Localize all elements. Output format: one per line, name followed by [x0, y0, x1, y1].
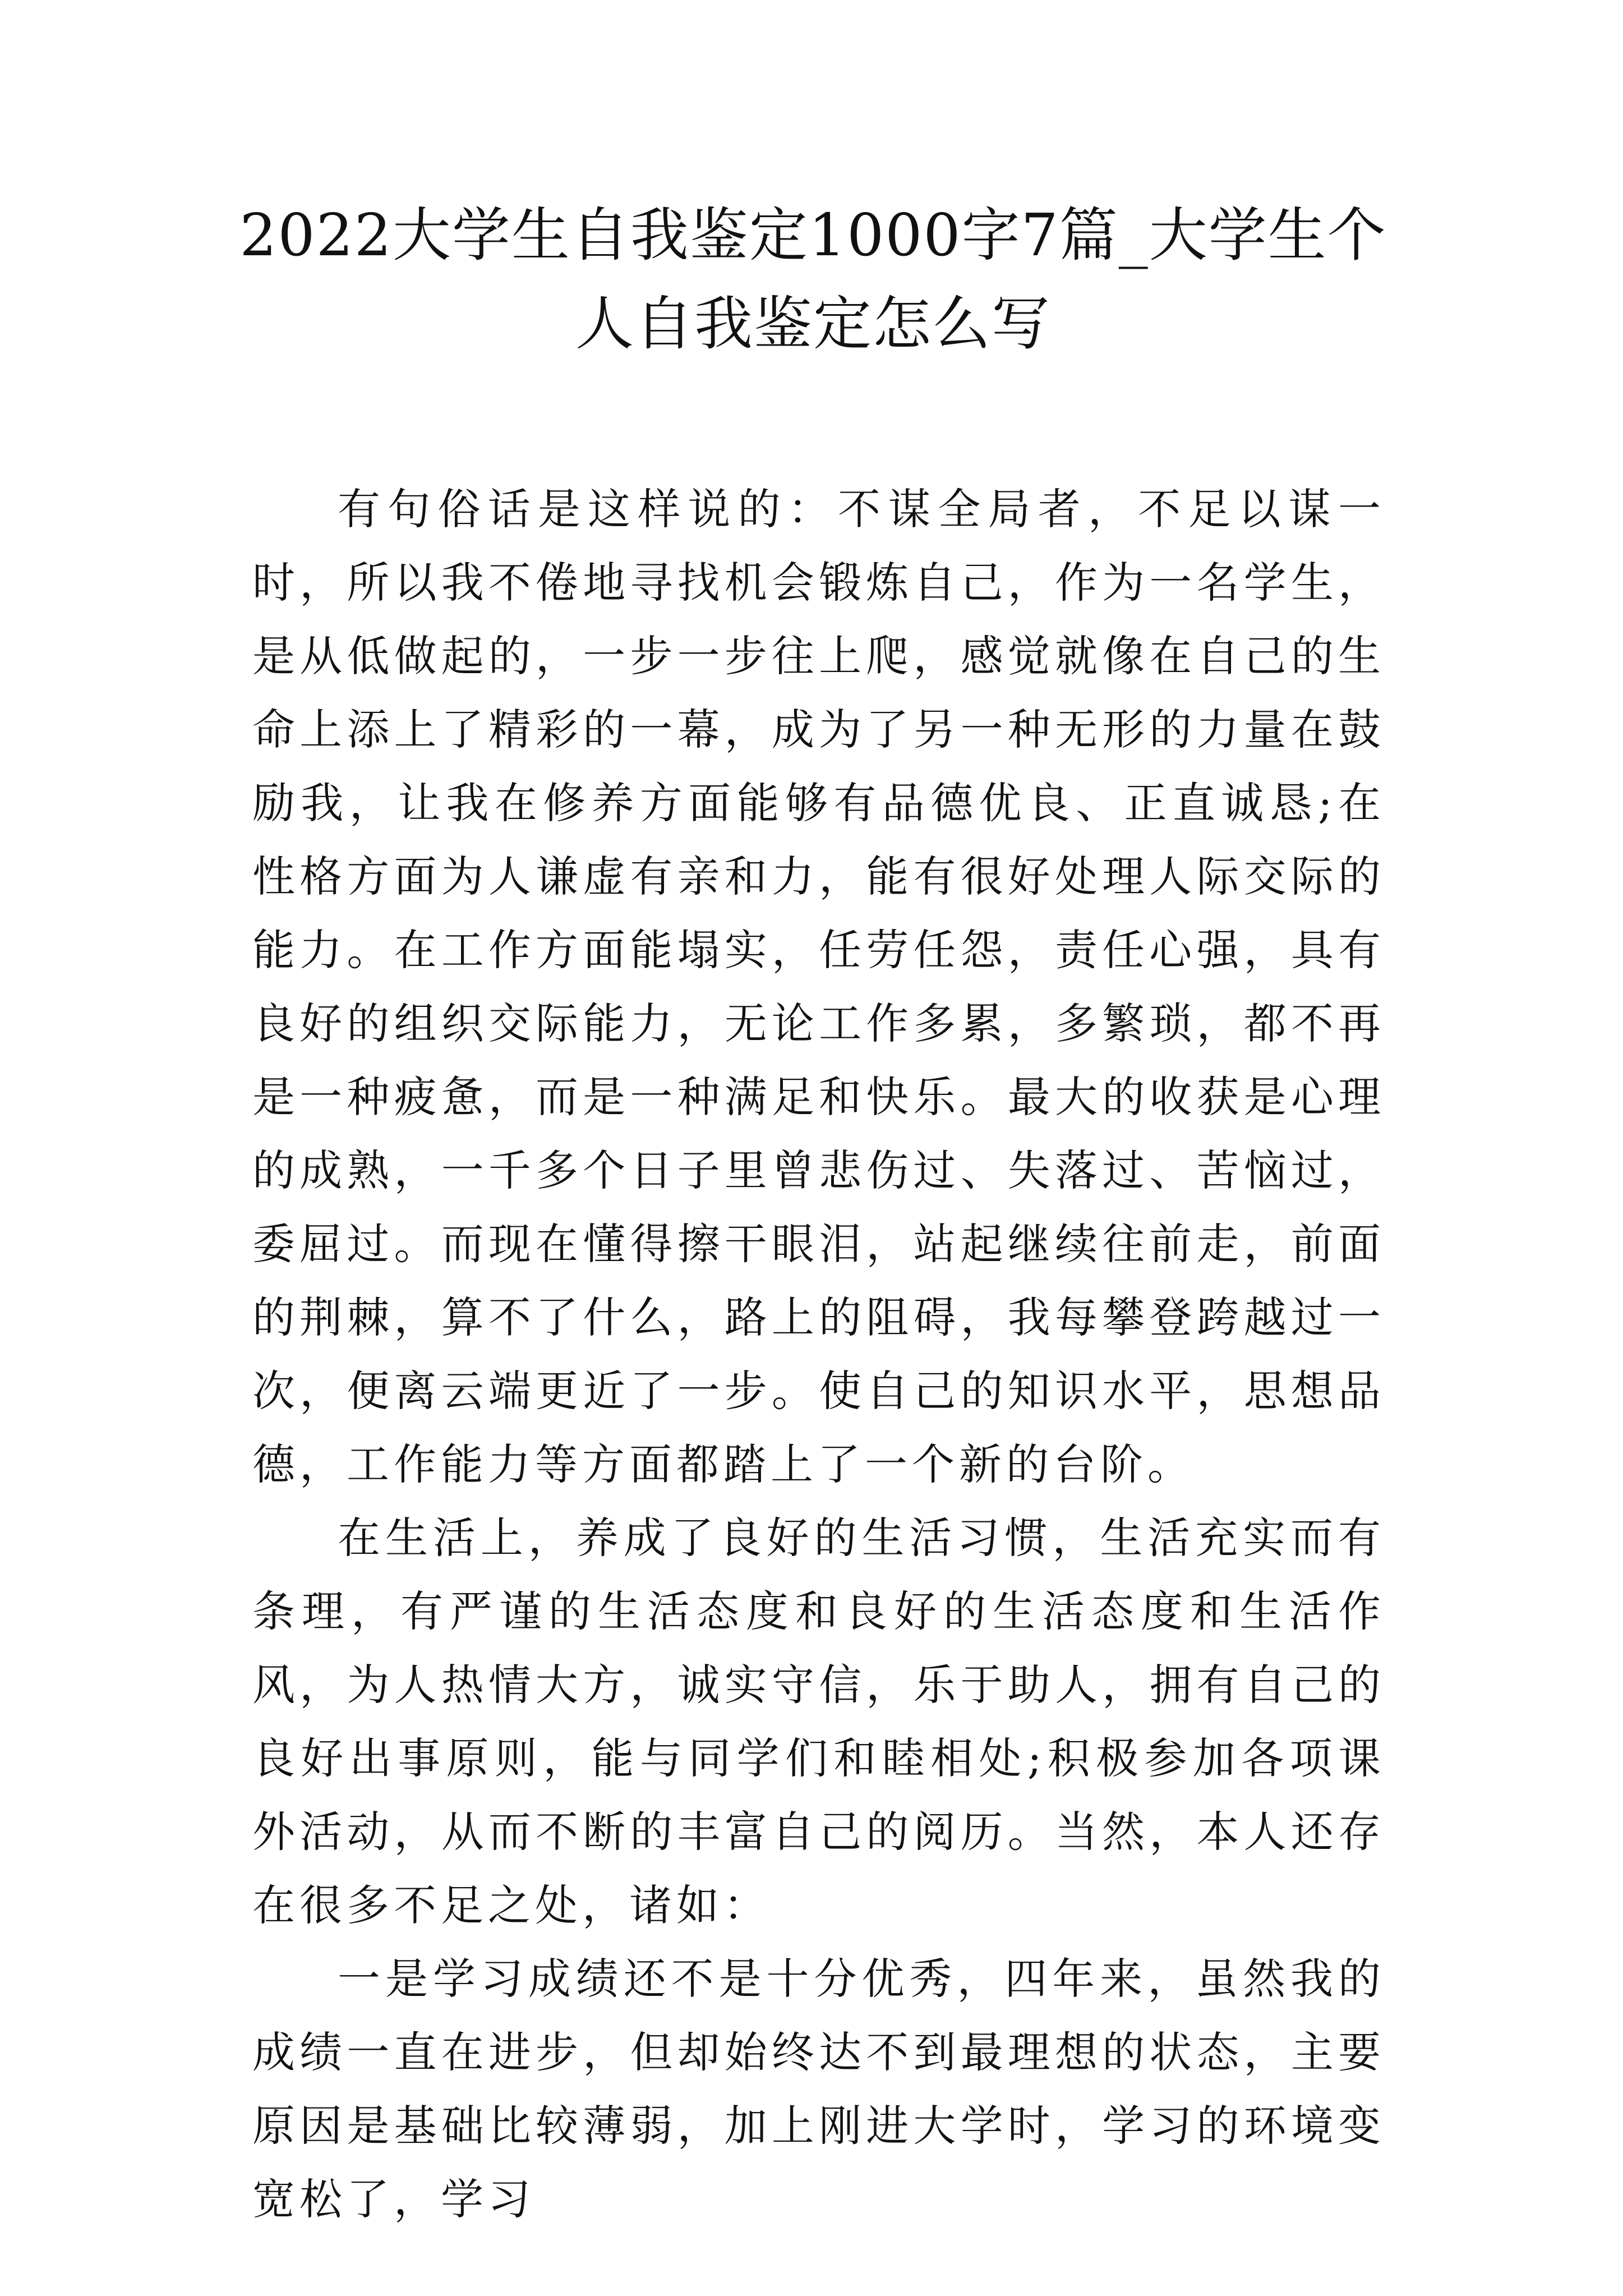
title-line-1: 2022大学生自我鉴定1000字7篇_大学生个 [239, 201, 1387, 269]
title-line-2: 人自我鉴定怎么写 [575, 289, 1051, 358]
document-body [252, 472, 1385, 2236]
paragraph-2: 在生活上，养成了良好的生活习惯，生活充实而有条理，有严谨的生活态度和良好的生活态度和生活作风，为人热情大方，诚实守信，乐于助人，拥有自己的良好出事原则，能与同学们和睦相处;积极参加各项课外活动，从而不断的丰富自己的阅历。当然，本人还存在很多不足之处，诸如： [252, 1513, 1385, 1930]
paragraph-3: 一是学习成绩还不是十分优秀，四年来，虽然我的成绩一直在进步，但却始终达不到最理想的状态，主要原因是基础比较薄弱，加上刚进大学时，学习的环境变宽松了，学习 [252, 1954, 1385, 2224]
paragraph-1: 有句俗话是这样说的：不谋全局者，不足以谋一时，所以我不倦地寻找机会锻炼自己，作为一名学生，是从低做起的，一步一步往上爬，感觉就像在自己的生命上添上了精彩的一幕，成为了另一种无形的力量在鼓励我，让我在修养方面能够有品德优良、正直诚恳;在性格方面为人谦虚有亲和力，能有很好处理人际交际的能力。在工作方面能塌实，任劳任怨，责任心强，具有良好的组织交际能力，无论工作多累，多繁琐，都不再是一种疲惫，而是一种满足和快乐。最大的收获是心理的成熟，一千多个日子里曾悲伤过、失落过、苦恼过，委屈过。而现在懂得擦干眼泪，站起继续往前走，前面的荆棘，算不了什么，路上的阻碍，我每攀登跨越过一次，便离云端更近了一步。使自己的知识水平，思想品德，工作能力等方面都踏上了一个新的台阶。 [252, 484, 1385, 1489]
document-title [236, 191, 1391, 368]
